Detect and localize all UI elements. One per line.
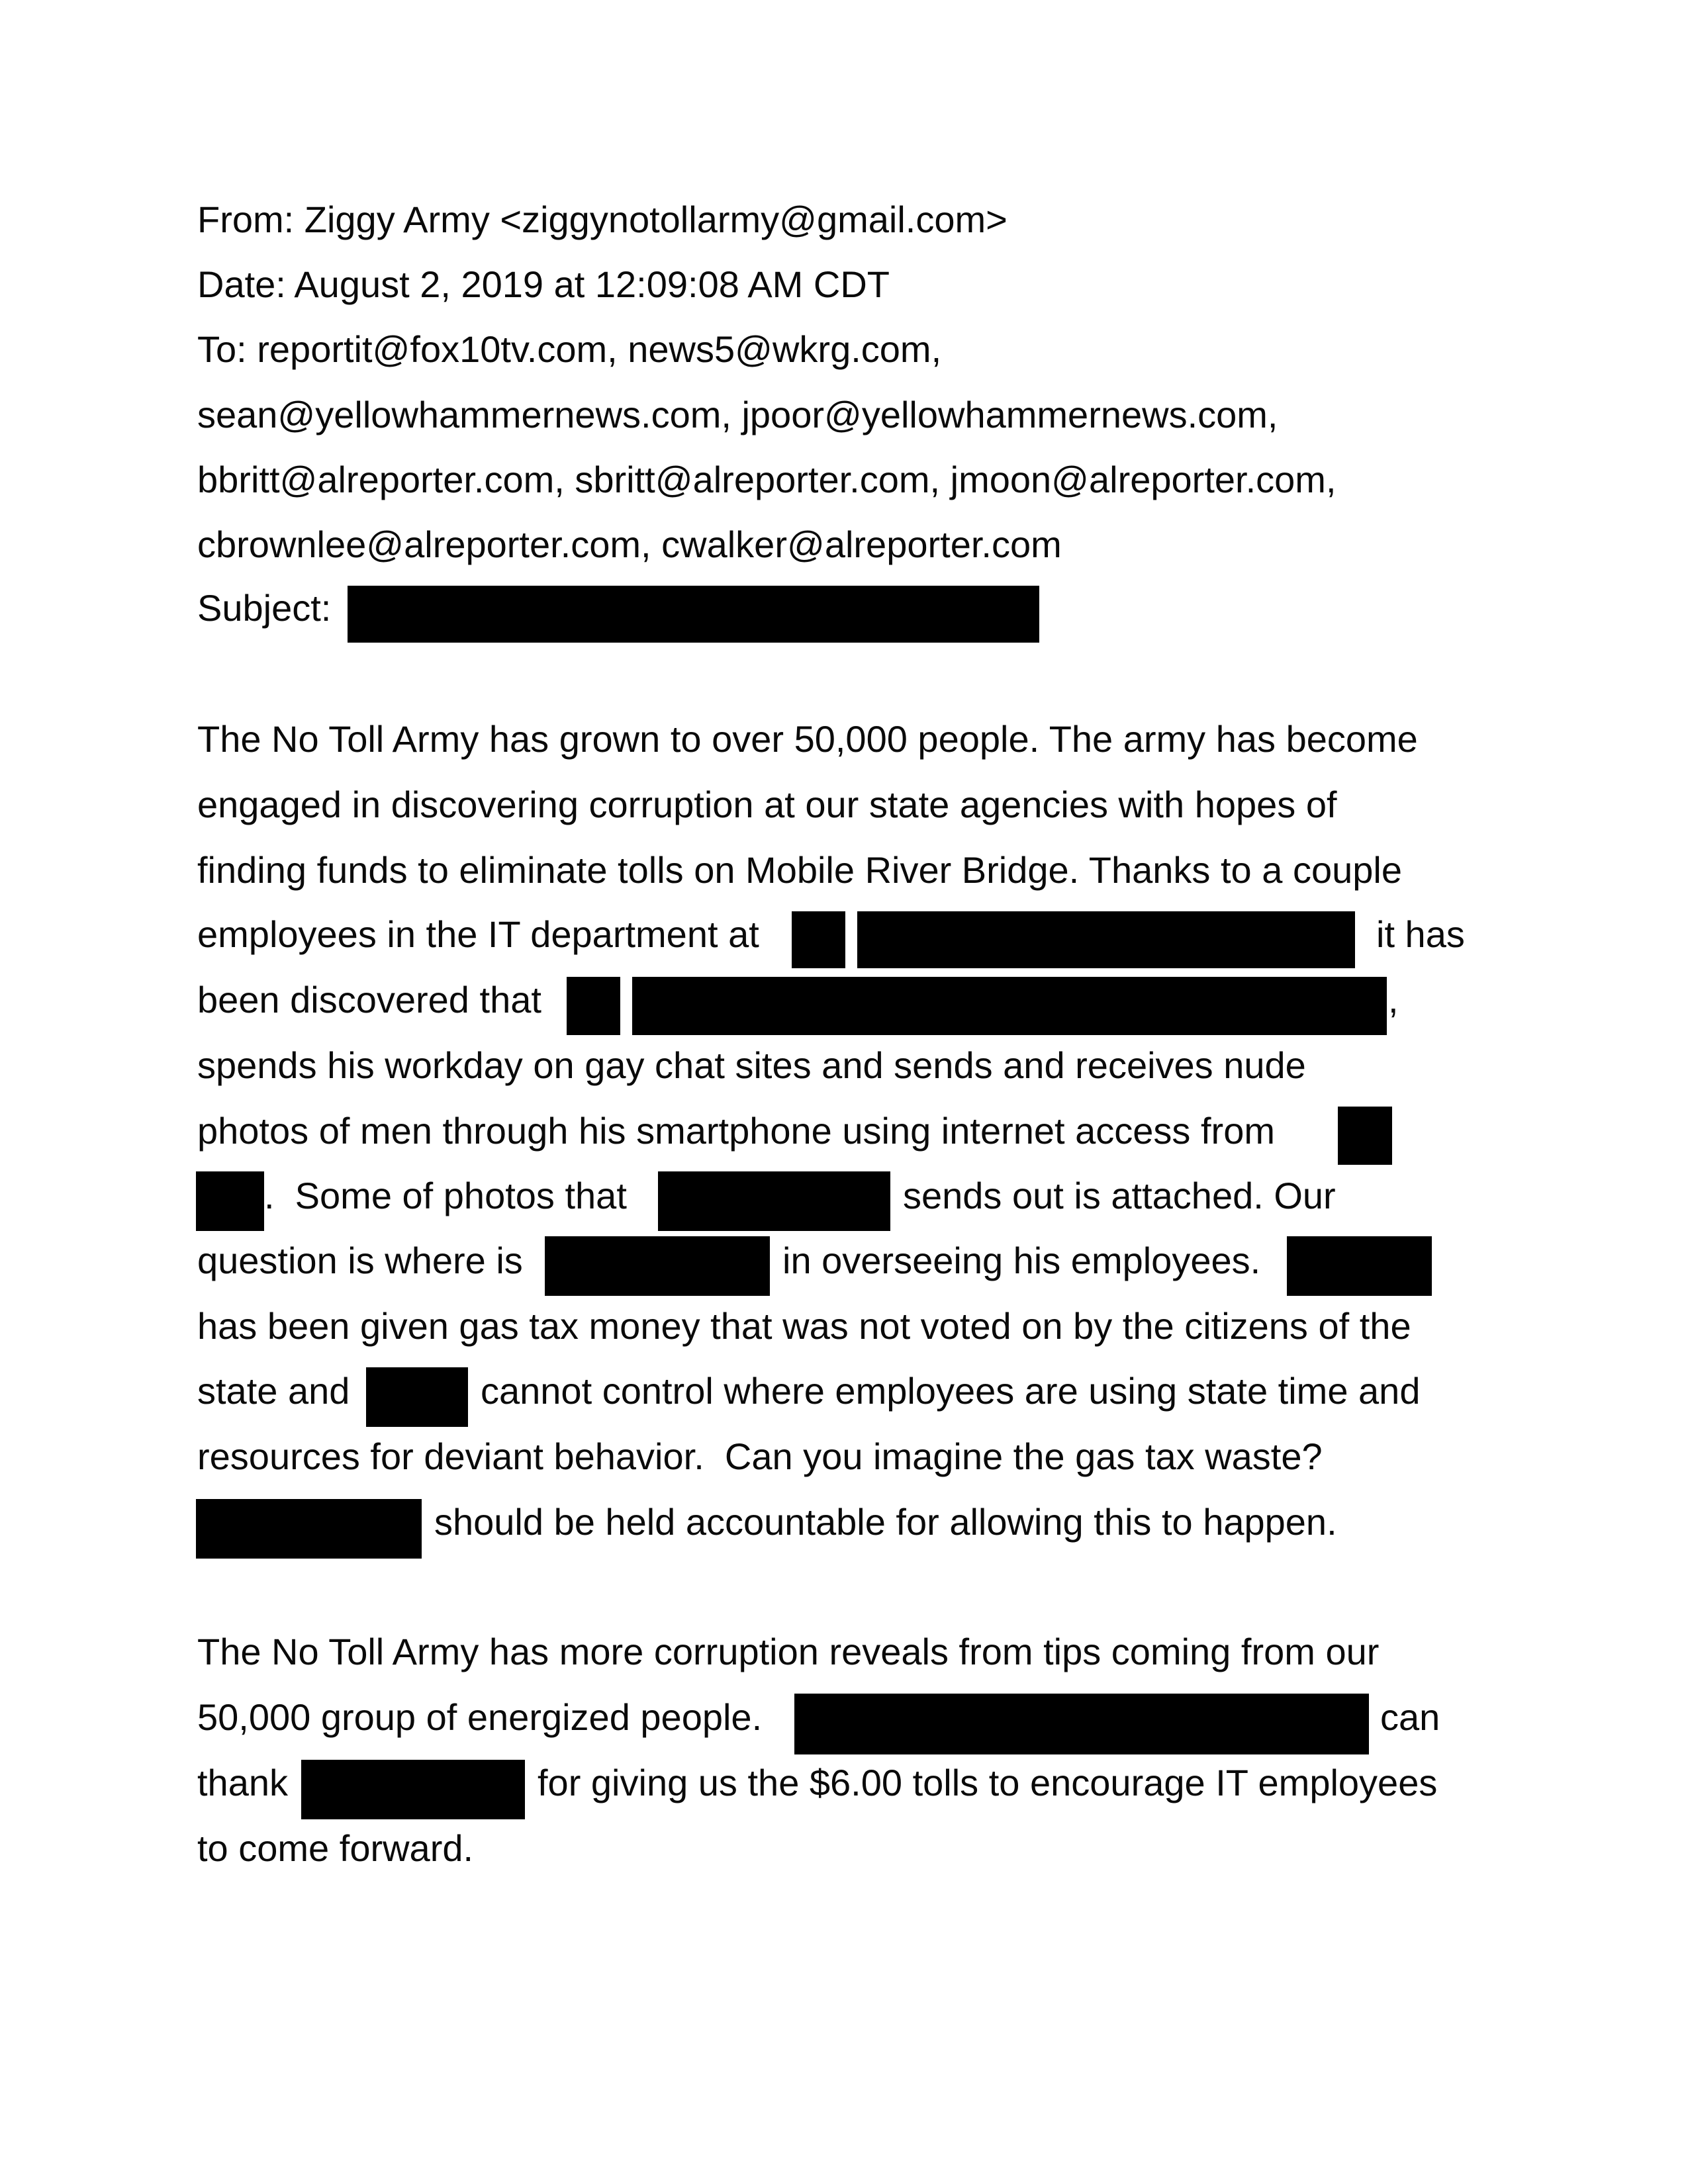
body-p2-line-4: to come forward. (197, 1827, 474, 1869)
date-line: Date: August 2, 2019 at 12:09:08 AM CDT (197, 263, 890, 305)
redaction-block (658, 1171, 890, 1231)
body-p1-line-4b: it has (1376, 913, 1465, 955)
redaction-block (1338, 1107, 1392, 1165)
body-p1-line-13: should be held accountable for allowing this to happen. (434, 1501, 1337, 1543)
body-p1-line-3: finding funds to eliminate tolls on Mobile River Bridge. Thanks to a couple (197, 849, 1402, 891)
body-p1-line-5b: , (1388, 979, 1399, 1021)
body-p1-line-9a: question is where is (197, 1240, 523, 1281)
body-p2-line-3a: thank (197, 1762, 288, 1803)
body-p1-line-1: The No Toll Army has grown to over 50,000 people. The army has become (197, 718, 1418, 760)
body-p1-line-10: has been given gas tax money that was not voted on by the citizens of the (197, 1305, 1411, 1347)
to-line-3: bbritt@alreporter.com, sbritt@alreporter.com, jmoon@alreporter.com, (197, 459, 1336, 500)
body-p2-line-3b: for giving us the $6.00 tolls to encourage IT employees (538, 1762, 1438, 1803)
body-p1-line-8b: sends out is attached. Our (903, 1175, 1336, 1216)
body-p1-line-11a: state and (197, 1370, 350, 1412)
redaction-block (545, 1236, 770, 1296)
body-p2-line-1: The No Toll Army has more corruption reveals from tips coming from our (197, 1631, 1380, 1672)
body-p1-line-12: resources for deviant behavior. Can you imagine the gas tax waste? (197, 1435, 1323, 1477)
redaction-block (792, 911, 845, 968)
subject-label: Subject: (197, 587, 332, 629)
redaction-block (567, 977, 620, 1035)
body-p2-line-2a: 50,000 group of energized people. (197, 1696, 763, 1738)
body-p1-line-7: photos of men through his smartphone using internet access from (197, 1110, 1275, 1152)
redaction-block (196, 1499, 422, 1559)
body-p1-line-11b: cannot control where employees are using state time and (481, 1370, 1421, 1412)
body-p1-line-5a: been discovered that (197, 979, 541, 1021)
subject-redaction (348, 586, 1039, 643)
redaction-block (1287, 1236, 1432, 1296)
redaction-block (632, 977, 1387, 1035)
body-p2-line-2b: can (1380, 1696, 1440, 1738)
from-line: From: Ziggy Army <ziggynotollarmy@gmail.com> (197, 199, 1008, 240)
to-line-1: To: reportit@fox10tv.com, news5@wkrg.com, (197, 328, 942, 370)
redaction-block (794, 1694, 1369, 1754)
redaction-block (301, 1760, 525, 1819)
redaction-block (196, 1171, 264, 1231)
to-line-2: sean@yellowhammernews.com, jpoor@yellowhammernews.com, (197, 394, 1278, 435)
body-p1-line-8a: . Some of photos that (264, 1175, 627, 1216)
body-p1-line-9b: in overseeing his employees. (782, 1240, 1261, 1281)
body-p1-line-6: spends his workday on gay chat sites and sends and receives nude (197, 1044, 1306, 1086)
body-p1-line-4a: employees in the IT department at (197, 913, 759, 955)
redaction-block (366, 1367, 468, 1427)
redaction-block (857, 911, 1355, 968)
body-p1-line-2: engaged in discovering corruption at our state agencies with hopes of (197, 784, 1337, 825)
to-line-4: cbrownlee@alreporter.com, cwalker@alreporter.com (197, 523, 1062, 565)
